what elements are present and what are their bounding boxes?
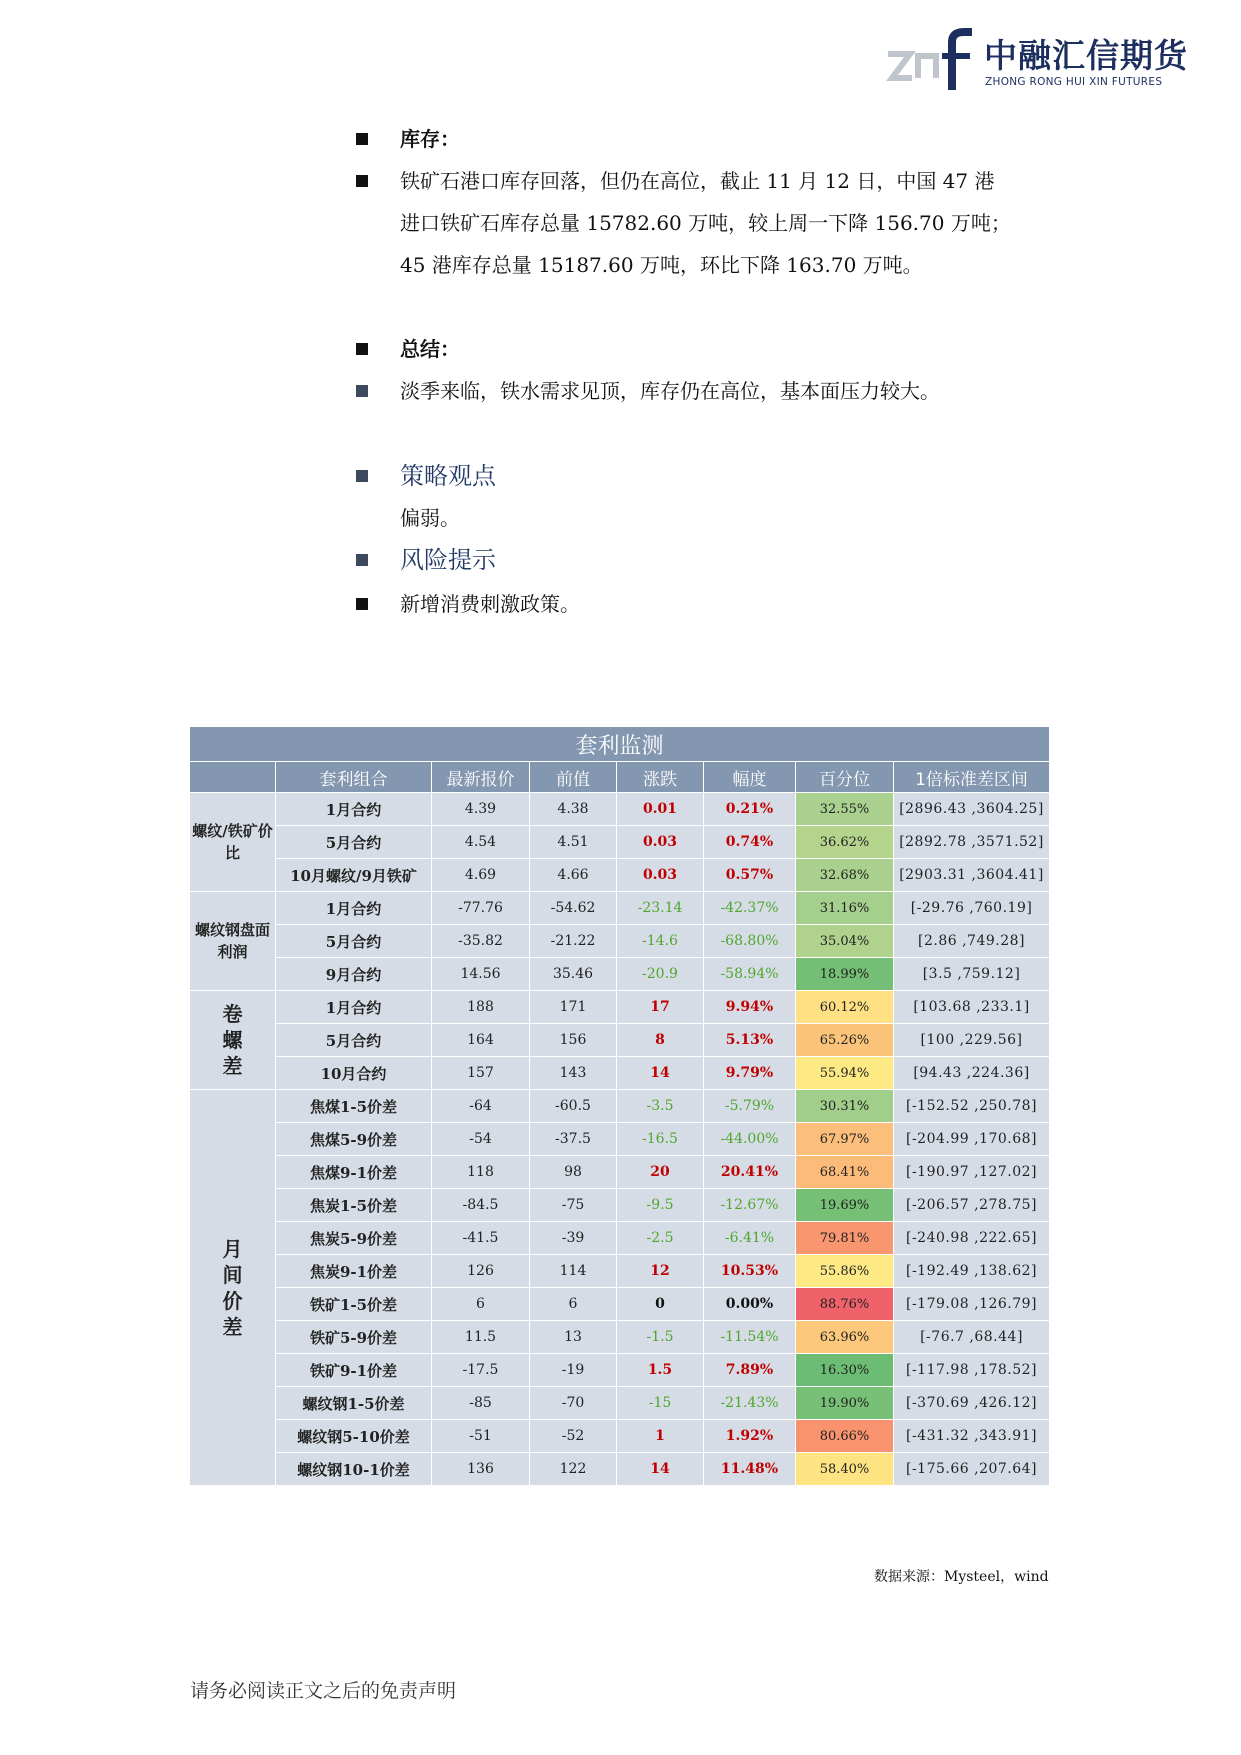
pct-change-cell: 1.92% — [704, 1420, 796, 1453]
inventory-text-line2: 进口铁矿石库存总量 15782.60 万吨，较上周一下降 156.70 万吨； — [400, 211, 1011, 235]
pct-change-cell: 7.89% — [704, 1354, 796, 1387]
combo-name-cell: 焦煤5-9价差 — [276, 1123, 432, 1156]
percentile-cell: 55.86% — [796, 1255, 894, 1288]
table-row — [190, 859, 1050, 892]
inventory-heading: 库存： — [400, 127, 460, 151]
combo-name-cell: 1月合约 — [276, 793, 432, 826]
std-range-cell: [2896.43 ,3604.25] — [894, 793, 1050, 826]
pct-change-cell: -44.00% — [704, 1123, 796, 1156]
prev-cell: -70 — [530, 1387, 617, 1420]
header-combo: 套利组合 — [276, 762, 432, 793]
table-row — [190, 925, 1050, 958]
pct-change-cell: 5.13% — [704, 1024, 796, 1057]
table-row — [190, 793, 1050, 826]
table-title: 套利监测 — [190, 727, 1050, 762]
latest-cell: -84.5 — [432, 1189, 530, 1222]
prev-cell: 13 — [530, 1321, 617, 1354]
percentile-cell: 32.55% — [796, 793, 894, 826]
header-change: 涨跌 — [617, 762, 704, 793]
percentile-cell: 19.69% — [796, 1189, 894, 1222]
combo-name-cell: 铁矿1-5价差 — [276, 1288, 432, 1321]
change-cell: 8 — [617, 1024, 704, 1057]
change-cell: 14 — [617, 1057, 704, 1090]
risk-heading: 风险提示 — [400, 546, 496, 574]
percentile-cell: 80.66% — [796, 1420, 894, 1453]
std-range-cell: [-190.97 ,127.02] — [894, 1156, 1050, 1189]
pct-change-cell: 0.21% — [704, 793, 796, 826]
table-row — [190, 1057, 1050, 1090]
bullet-icon — [356, 343, 368, 355]
percentile-cell: 88.76% — [796, 1288, 894, 1321]
bullet-icon — [356, 133, 368, 145]
combo-name-cell: 焦炭1-5价差 — [276, 1189, 432, 1222]
percentile-cell: 55.94% — [796, 1057, 894, 1090]
risk-text: 新增消费刺激政策。 — [400, 592, 580, 616]
header-blank — [190, 762, 276, 793]
change-cell: 0 — [617, 1288, 704, 1321]
table-row — [190, 1024, 1050, 1057]
combo-name-cell: 5月合约 — [276, 925, 432, 958]
prev-cell: 4.66 — [530, 859, 617, 892]
combo-name-cell: 焦煤9-1价差 — [276, 1156, 432, 1189]
arbitrage-monitor-table — [189, 726, 1050, 1486]
change-cell: -3.5 — [617, 1090, 704, 1123]
latest-cell: 4.39 — [432, 793, 530, 826]
std-range-cell: [-29.76 ,760.19] — [894, 892, 1050, 925]
pct-change-cell: -58.94% — [704, 958, 796, 991]
pct-change-cell: -21.43% — [704, 1387, 796, 1420]
change-cell: -1.5 — [617, 1321, 704, 1354]
std-range-cell: [100 ,229.56] — [894, 1024, 1050, 1057]
strategy-text: 偏弱。 — [400, 506, 460, 530]
combo-name-cell: 10月螺纹/9月铁矿 — [276, 859, 432, 892]
brand-name-cn: 中融汇信期货 — [984, 36, 1188, 75]
std-range-cell: [-206.57 ,278.75] — [894, 1189, 1050, 1222]
table-row — [190, 1453, 1050, 1486]
group-rebar-ore-ratio: 螺纹/铁矿价比 — [190, 793, 276, 892]
latest-cell: -64 — [432, 1090, 530, 1123]
prev-cell: 122 — [530, 1453, 617, 1486]
change-cell: -14.6 — [617, 925, 704, 958]
combo-name-cell: 焦炭5-9价差 — [276, 1222, 432, 1255]
header-percentile: 百分位 — [796, 762, 894, 793]
table-row — [190, 1090, 1050, 1123]
data-source: 数据来源：Mysteel，wind — [874, 1569, 1049, 1585]
pct-change-cell: 20.41% — [704, 1156, 796, 1189]
prev-cell: 171 — [530, 991, 617, 1024]
std-range-cell: [2903.31 ,3604.41] — [894, 859, 1050, 892]
percentile-cell: 67.97% — [796, 1123, 894, 1156]
change-cell: 14 — [617, 1453, 704, 1486]
header-pct: 幅度 — [704, 762, 796, 793]
std-range-cell: [-204.99 ,170.68] — [894, 1123, 1050, 1156]
table-row — [190, 1288, 1050, 1321]
combo-name-cell: 螺纹钢1-5价差 — [276, 1387, 432, 1420]
latest-cell: 188 — [432, 991, 530, 1024]
percentile-cell: 18.99% — [796, 958, 894, 991]
percentile-cell: 36.62% — [796, 826, 894, 859]
change-cell: 0.01 — [617, 793, 704, 826]
change-cell: 0.03 — [617, 859, 704, 892]
table-row — [190, 958, 1050, 991]
prev-cell: 114 — [530, 1255, 617, 1288]
inventory-text-line1: 铁矿石港口库存回落，但仍在高位，截止 11 月 12 日，中国 47 港 — [400, 169, 995, 193]
bullet-icon — [356, 470, 368, 482]
combo-name-cell: 5月合约 — [276, 1024, 432, 1057]
prev-cell: -37.5 — [530, 1123, 617, 1156]
pct-change-cell: 9.94% — [704, 991, 796, 1024]
strategy-heading: 策略观点 — [400, 462, 496, 490]
prev-cell: -39 — [530, 1222, 617, 1255]
combo-name-cell: 螺纹钢10-1价差 — [276, 1453, 432, 1486]
table-row — [190, 1354, 1050, 1387]
combo-name-cell: 10月合约 — [276, 1057, 432, 1090]
header-range: 1倍标准差区间 — [894, 762, 1050, 793]
inventory-text-line3: 45 港库存总量 15187.60 万吨，环比下降 163.70 万吨。 — [400, 253, 923, 277]
bullet-icon — [356, 598, 368, 610]
header-latest: 最新报价 — [432, 762, 530, 793]
latest-cell: -85 — [432, 1387, 530, 1420]
table-row — [190, 1189, 1050, 1222]
pct-change-cell: 0.74% — [704, 826, 796, 859]
combo-name-cell: 铁矿5-9价差 — [276, 1321, 432, 1354]
percentile-cell: 68.41% — [796, 1156, 894, 1189]
change-cell: 1 — [617, 1420, 704, 1453]
change-cell: -15 — [617, 1387, 704, 1420]
prev-cell: 4.51 — [530, 826, 617, 859]
prev-cell: -19 — [530, 1354, 617, 1387]
std-range-cell: [-179.08 ,126.79] — [894, 1288, 1050, 1321]
std-range-cell: [-117.98 ,178.52] — [894, 1354, 1050, 1387]
std-range-cell: [-76.7 ,68.44] — [894, 1321, 1050, 1354]
latest-cell: -35.82 — [432, 925, 530, 958]
prev-cell: 4.38 — [530, 793, 617, 826]
change-cell: 0.03 — [617, 826, 704, 859]
pct-change-cell: -68.80% — [704, 925, 796, 958]
prev-cell: 6 — [530, 1288, 617, 1321]
change-cell: 17 — [617, 991, 704, 1024]
std-range-cell: [-192.49 ,138.62] — [894, 1255, 1050, 1288]
table-row — [190, 1222, 1050, 1255]
change-cell: 12 — [617, 1255, 704, 1288]
pct-change-cell: -11.54% — [704, 1321, 796, 1354]
summary-text: 淡季来临，铁水需求见顶，库存仍在高位，基本面压力较大。 — [400, 379, 940, 403]
table-row — [190, 1255, 1050, 1288]
bullet-icon — [356, 385, 368, 397]
company-logo — [884, 28, 1188, 92]
znf-logo-mark — [884, 28, 980, 92]
table-row — [190, 892, 1050, 925]
std-range-cell: [103.68 ,233.1] — [894, 991, 1050, 1024]
bullet-icon — [356, 554, 368, 566]
pct-change-cell: -6.41% — [704, 1222, 796, 1255]
latest-cell: 126 — [432, 1255, 530, 1288]
percentile-cell: 16.30% — [796, 1354, 894, 1387]
pct-change-cell: -5.79% — [704, 1090, 796, 1123]
combo-name-cell: 5月合约 — [276, 826, 432, 859]
pct-change-cell: 0.57% — [704, 859, 796, 892]
change-cell: -9.5 — [617, 1189, 704, 1222]
percentile-cell: 60.12% — [796, 991, 894, 1024]
combo-name-cell: 焦煤1-5价差 — [276, 1090, 432, 1123]
group-rebar-profit: 螺纹钢盘面利润 — [190, 892, 276, 991]
latest-cell: 4.69 — [432, 859, 530, 892]
combo-name-cell: 1月合约 — [276, 892, 432, 925]
prev-cell: -75 — [530, 1189, 617, 1222]
table-row — [190, 1387, 1050, 1420]
latest-cell: -41.5 — [432, 1222, 530, 1255]
header-prev: 前值 — [530, 762, 617, 793]
latest-cell: 164 — [432, 1024, 530, 1057]
prev-cell: 98 — [530, 1156, 617, 1189]
change-cell: -20.9 — [617, 958, 704, 991]
pct-change-cell: 9.79% — [704, 1057, 796, 1090]
std-range-cell: [2892.78 ,3571.52] — [894, 826, 1050, 859]
latest-cell: 118 — [432, 1156, 530, 1189]
std-range-cell: [-175.66 ,207.64] — [894, 1453, 1050, 1486]
prev-cell: -21.22 — [530, 925, 617, 958]
prev-cell: -54.62 — [530, 892, 617, 925]
percentile-cell: 35.04% — [796, 925, 894, 958]
combo-name-cell: 铁矿9-1价差 — [276, 1354, 432, 1387]
group-calendar-spread: 月 间 价 差 — [190, 1090, 276, 1486]
latest-cell: -54 — [432, 1123, 530, 1156]
percentile-cell: 79.81% — [796, 1222, 894, 1255]
percentile-cell: 19.90% — [796, 1387, 894, 1420]
table-row — [190, 1156, 1050, 1189]
percentile-cell: 30.31% — [796, 1090, 894, 1123]
latest-cell: -77.76 — [432, 892, 530, 925]
std-range-cell: [3.5 ,759.12] — [894, 958, 1050, 991]
percentile-cell: 32.68% — [796, 859, 894, 892]
pct-change-cell: 10.53% — [704, 1255, 796, 1288]
table-row — [190, 1420, 1050, 1453]
summary-heading: 总结： — [400, 337, 460, 361]
latest-cell: 157 — [432, 1057, 530, 1090]
table-header-row — [190, 762, 1050, 793]
change-cell: -23.14 — [617, 892, 704, 925]
std-range-cell: [-431.32 ,343.91] — [894, 1420, 1050, 1453]
pct-change-cell: -42.37% — [704, 892, 796, 925]
prev-cell: 35.46 — [530, 958, 617, 991]
combo-name-cell: 9月合约 — [276, 958, 432, 991]
std-range-cell: [2.86 ,749.28] — [894, 925, 1050, 958]
bullet-icon — [356, 175, 368, 187]
percentile-cell: 65.26% — [796, 1024, 894, 1057]
latest-cell: -51 — [432, 1420, 530, 1453]
prev-cell: 143 — [530, 1057, 617, 1090]
prev-cell: -60.5 — [530, 1090, 617, 1123]
std-range-cell: [-370.69 ,426.12] — [894, 1387, 1050, 1420]
pct-change-cell: 0.00% — [704, 1288, 796, 1321]
prev-cell: 156 — [530, 1024, 617, 1057]
latest-cell: 11.5 — [432, 1321, 530, 1354]
disclaimer-footer: 请务必阅读正文之后的免责声明 — [190, 1680, 457, 1702]
change-cell: 1.5 — [617, 1354, 704, 1387]
change-cell: -2.5 — [617, 1222, 704, 1255]
change-cell: -16.5 — [617, 1123, 704, 1156]
table-row — [190, 1321, 1050, 1354]
percentile-cell: 63.96% — [796, 1321, 894, 1354]
latest-cell: -17.5 — [432, 1354, 530, 1387]
pct-change-cell: -12.67% — [704, 1189, 796, 1222]
std-range-cell: [94.43 ,224.36] — [894, 1057, 1050, 1090]
combo-name-cell: 1月合约 — [276, 991, 432, 1024]
table-row — [190, 826, 1050, 859]
percentile-cell: 31.16% — [796, 892, 894, 925]
pct-change-cell: 11.48% — [704, 1453, 796, 1486]
table-row — [190, 1123, 1050, 1156]
latest-cell: 6 — [432, 1288, 530, 1321]
latest-cell: 136 — [432, 1453, 530, 1486]
std-range-cell: [-240.98 ,222.65] — [894, 1222, 1050, 1255]
percentile-cell: 58.40% — [796, 1453, 894, 1486]
combo-name-cell: 螺纹钢5-10价差 — [276, 1420, 432, 1453]
combo-name-cell: 焦炭9-1价差 — [276, 1255, 432, 1288]
change-cell: 20 — [617, 1156, 704, 1189]
table-row — [190, 991, 1050, 1024]
brand-name-en: ZHONG RONG HUI XIN FUTURES — [985, 76, 1163, 88]
latest-cell: 4.54 — [432, 826, 530, 859]
latest-cell: 14.56 — [432, 958, 530, 991]
std-range-cell: [-152.52 ,250.78] — [894, 1090, 1050, 1123]
group-hrc-rebar-spread: 卷 螺 差 — [190, 991, 276, 1090]
prev-cell: -52 — [530, 1420, 617, 1453]
